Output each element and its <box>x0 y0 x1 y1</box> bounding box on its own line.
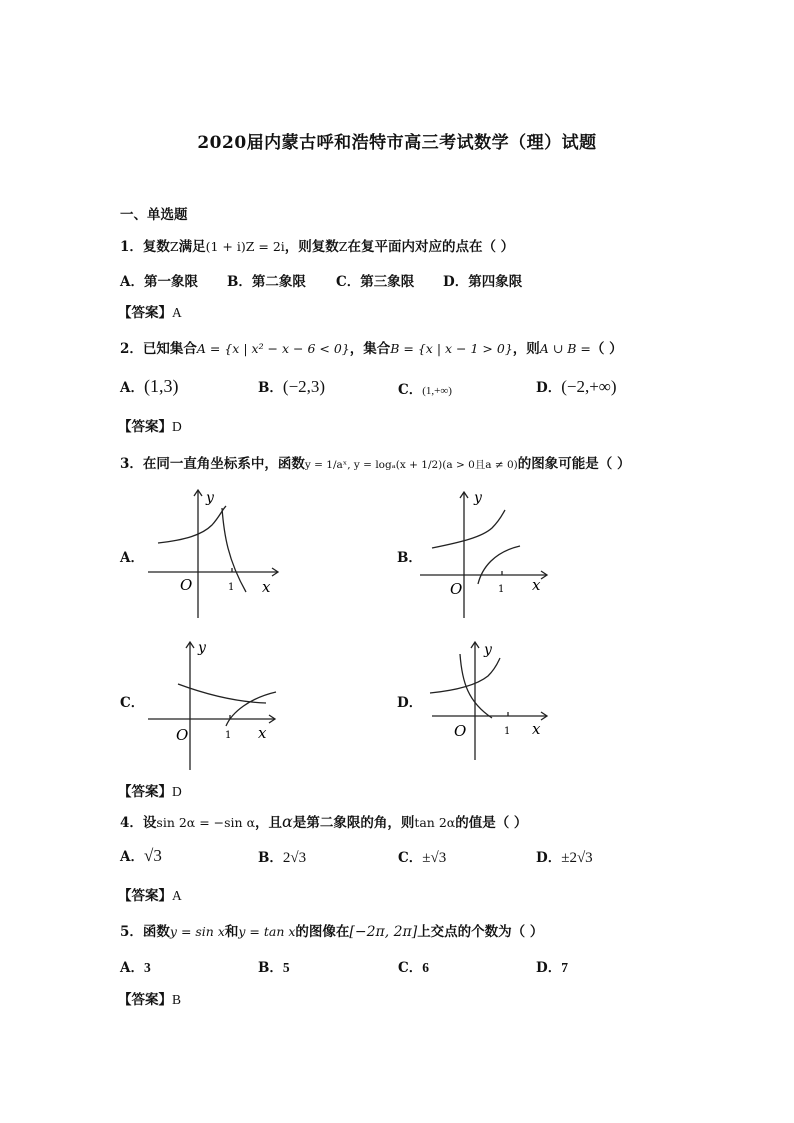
option-d <box>536 846 593 867</box>
question-3 <box>120 452 630 472</box>
question-text: ，则复数 <box>284 239 339 255</box>
option-a <box>120 376 178 397</box>
graph-c <box>140 632 290 772</box>
graph-a <box>140 480 290 620</box>
option-value: ±√3 <box>422 850 447 866</box>
question-text: ，则 <box>512 341 540 357</box>
option-a: A．第一象限 <box>120 274 198 290</box>
option-label: D． <box>536 380 562 396</box>
question-text: 复数 <box>142 239 170 255</box>
question-text: 函数 <box>142 924 170 940</box>
question-text: 是第二象限的角，则 <box>292 815 415 831</box>
graph-option-d-label: D． <box>397 695 423 711</box>
option-c <box>398 956 429 976</box>
question-text: 在同一直角坐标系中，函数 <box>142 456 305 472</box>
y-axis-label: y <box>484 642 492 658</box>
question-text: 和 <box>224 924 239 940</box>
option-d: D．第四象限 <box>443 274 523 290</box>
option-label: A． <box>120 380 144 396</box>
option-d <box>536 956 568 976</box>
option-label: A． <box>120 960 144 976</box>
question-5 <box>120 920 543 940</box>
answer-label: 【答案】 <box>118 419 172 435</box>
question-text: 在复平面内对应的点在（ ） <box>347 239 515 255</box>
math-expression: sin 2α = −sin α <box>156 815 256 830</box>
answer-label: 【答案】 <box>118 888 172 904</box>
question-text: 满足 <box>178 239 206 255</box>
y-axis-label: y <box>198 640 206 656</box>
answer-2 <box>118 415 182 435</box>
question-number: 3． <box>120 456 143 472</box>
math-expression: (1 + i)Z = 2i <box>205 239 285 254</box>
answer-value: B <box>172 992 182 1007</box>
option-value: 6 <box>422 960 429 975</box>
x-axis-label: x <box>258 724 267 742</box>
question-number: 4． <box>120 815 143 831</box>
option-value: 7 <box>561 960 568 975</box>
option-label: D． <box>536 960 562 976</box>
option-value: √3 <box>143 846 162 865</box>
option-c: C．第三象限 <box>336 274 415 290</box>
answer-value: A <box>172 305 182 320</box>
tick-label: 1 <box>225 730 232 741</box>
option-b <box>258 846 306 867</box>
option-value: (1,+∞) <box>422 385 452 397</box>
answer-4 <box>118 884 182 904</box>
origin-label: O <box>176 726 189 744</box>
option-value: 3 <box>143 960 151 975</box>
option-value: 2√3 <box>282 850 307 866</box>
option-label: C． <box>398 382 423 398</box>
math-expression: [−2π, 2π] <box>349 924 418 940</box>
option-a <box>120 845 162 866</box>
answer-label: 【答案】 <box>118 305 172 321</box>
option-value: (1,3) <box>143 376 179 396</box>
math-expression: Z <box>338 239 348 254</box>
x-axis-label: x <box>262 578 271 596</box>
option-d <box>536 376 617 397</box>
page-title: 2020届内蒙古呼和浩特市高三考试数学（理）试题 <box>197 133 597 153</box>
option-value: (−2,3) <box>282 377 326 396</box>
question-text: 的值是（ ） <box>455 815 528 831</box>
answer-label: 【答案】 <box>118 784 172 800</box>
question-2 <box>120 337 623 357</box>
question-text: 上交点的个数为（ ） <box>417 924 544 940</box>
question-text: ，且 <box>255 815 283 831</box>
tick-label: 1 <box>228 582 235 593</box>
option-b <box>258 956 290 976</box>
graph-d <box>412 632 562 772</box>
math-expression: y = 1/aˣ, y = logₐ(x + 1/2)(a > 0且a ≠ 0) <box>304 459 518 471</box>
y-axis-label: y <box>474 490 482 506</box>
math-expression: α <box>282 812 293 831</box>
answer-1 <box>118 301 182 321</box>
math-expression: tan 2α <box>414 815 456 830</box>
tick-label: 1 <box>498 584 505 595</box>
answer-value: A <box>172 888 182 903</box>
question-number: 5． <box>120 924 143 940</box>
math-expression: Z <box>169 239 179 254</box>
option-value: ±2√3 <box>561 850 593 866</box>
graph-b <box>412 480 562 620</box>
question-text: 已知集合 <box>142 341 197 357</box>
tick-label: 1 <box>504 726 511 737</box>
math-expression: B = {x | x − 1 > 0} <box>390 341 513 356</box>
math-expression: A = {x | x² − x − 6 < 0} <box>196 341 350 356</box>
y-axis-label: y <box>206 490 214 506</box>
option-value: 5 <box>282 960 290 975</box>
x-axis-label: x <box>532 720 541 738</box>
option-b: B．第二象限 <box>227 274 306 290</box>
graph-option-a-label: A． <box>120 550 144 566</box>
answer-value: D <box>172 784 182 799</box>
option-a <box>120 956 151 976</box>
x-axis-label: x <box>532 576 541 594</box>
option-c <box>398 378 452 398</box>
question-text: ，集合 <box>349 341 391 357</box>
math-expression: A ∪ B = <box>539 341 591 356</box>
question-number: 2． <box>120 341 143 357</box>
answer-label: 【答案】 <box>118 992 172 1008</box>
graph-option-b-label: B． <box>397 550 422 566</box>
option-label: C． <box>398 850 423 866</box>
option-value: (−2,+∞) <box>561 377 617 396</box>
option-label: C． <box>398 960 423 976</box>
question-text: 的图象可能是（ ） <box>517 456 631 472</box>
math-expression: y = sin x <box>169 924 225 939</box>
origin-label: O <box>450 580 463 598</box>
option-b <box>258 376 325 397</box>
graph-option-c-label: C． <box>120 695 145 711</box>
section-heading: 一、单选题 <box>120 207 188 223</box>
question-number: 1． <box>120 239 143 255</box>
question-text: （ ） <box>590 341 623 357</box>
origin-label: O <box>180 576 193 594</box>
answer-value: D <box>172 419 182 434</box>
option-c <box>398 846 446 867</box>
option-label: B． <box>258 850 283 866</box>
option-label: B． <box>258 960 283 976</box>
option-label: B． <box>258 380 283 396</box>
question-1 <box>120 235 514 255</box>
math-expression: y = tan x <box>238 924 296 939</box>
answer-5 <box>118 988 181 1008</box>
question-text: 的图像在 <box>295 924 350 940</box>
answer-3 <box>118 780 182 800</box>
option-label: A． <box>120 849 144 865</box>
question-text: 设 <box>142 815 157 831</box>
option-label: D． <box>536 850 562 866</box>
question-4 <box>120 811 527 831</box>
origin-label: O <box>454 722 467 740</box>
